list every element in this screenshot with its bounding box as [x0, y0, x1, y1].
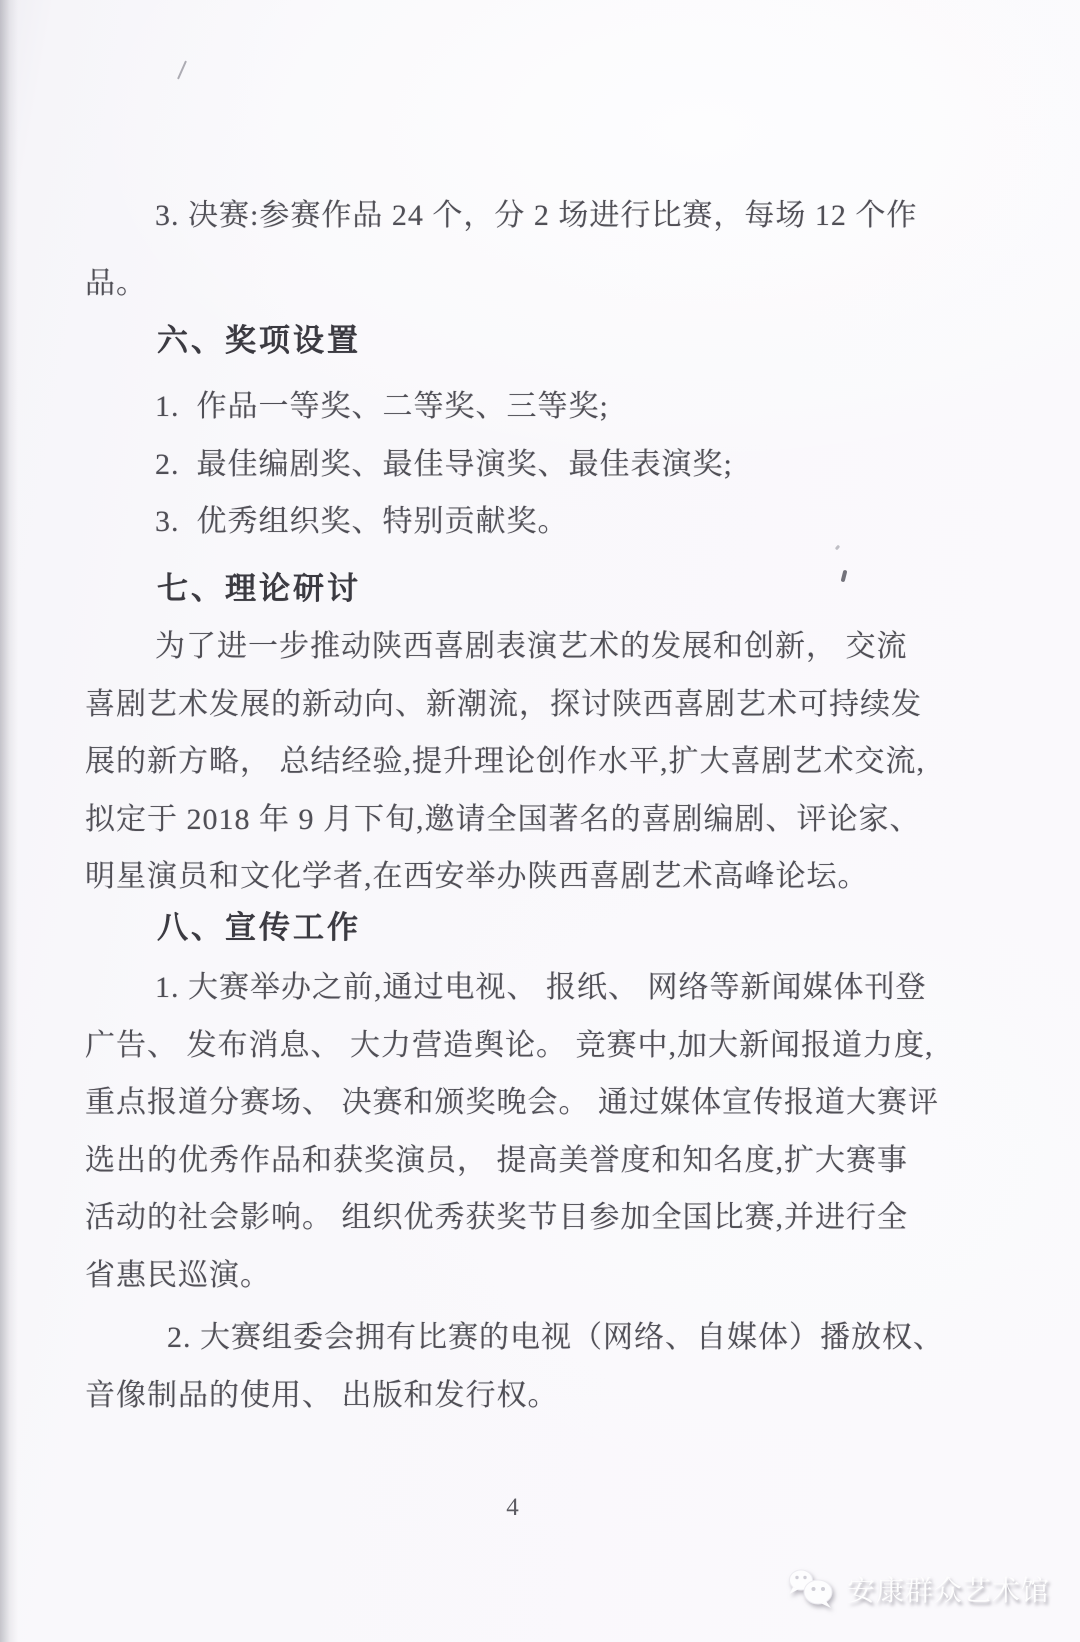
section-heading-publicity: 八、宣传工作	[157, 910, 361, 946]
doc-line: 明星演员和文化学者,在西安举办陕西喜剧艺术高峰论坛。	[85, 860, 869, 894]
doc-line: 喜剧艺术发展的新动向、新潮流，探讨陕西喜剧艺术可持续发	[85, 687, 922, 721]
doc-line: 选出的优秀作品和获奖演员， 提高美誉度和知名度,扩大赛事	[85, 1143, 908, 1177]
doc-line: 1. 作品一等奖、二等奖、三等奖;	[155, 390, 609, 424]
doc-line: 拟定于 2018 年 9 月下旬,邀请全国著名的喜剧编剧、评论家、	[85, 802, 921, 836]
doc-line: 品。	[85, 267, 147, 301]
doc-line: 2. 大赛组委会拥有比赛的电视（网络、自媒体）播放权、	[167, 1321, 944, 1355]
doc-line: 省惠民巡演。	[85, 1258, 271, 1292]
page-content	[85, 183, 944, 1421]
section-heading-theory: 七、理论研讨	[157, 571, 361, 607]
doc-line: 为了进一步推动陕西喜剧表演艺术的发展和创新， 交流	[155, 630, 908, 664]
wechat-icon	[786, 1568, 838, 1610]
doc-line: 音像制品的使用、 出版和发行权。	[85, 1378, 559, 1412]
page-number: 4	[506, 1494, 519, 1521]
doc-line: 3. 决赛:参赛作品 24 个，分 2 场进行比赛，每场 12 个作	[155, 198, 918, 232]
doc-line: 展的新方略， 总结经验,提升理论创作水平,扩大喜剧艺术交流,	[85, 745, 925, 779]
doc-line: 活动的社会影响。 组织优秀获奖节目参加全国比赛,并进行全	[85, 1201, 908, 1235]
watermark-label: 安康群众艺术馆	[846, 1575, 1050, 1606]
doc-line: 1. 大赛举办之前,通过电视、 报纸、 网络等新闻媒体刊登	[155, 971, 927, 1005]
doc-line: 3. 优秀组织奖、特别贡献奖。	[155, 505, 569, 539]
watermark	[786, 1568, 1050, 1610]
doc-line: 2. 最佳编剧奖、最佳导演奖、最佳表演奖;	[155, 447, 733, 481]
doc-line: 重点报道分赛场、 决赛和颁奖晚会。 通过媒体宣传报道大赛评	[85, 1086, 939, 1120]
doc-line: 广告、 发布消息、 大力营造舆论。 竞赛中,加大新闻报道力度,	[85, 1028, 934, 1062]
scan-scratch	[177, 60, 187, 79]
section-heading-awards: 六、奖项设置	[157, 323, 361, 359]
scan-edge-shadow	[0, 0, 18, 1642]
